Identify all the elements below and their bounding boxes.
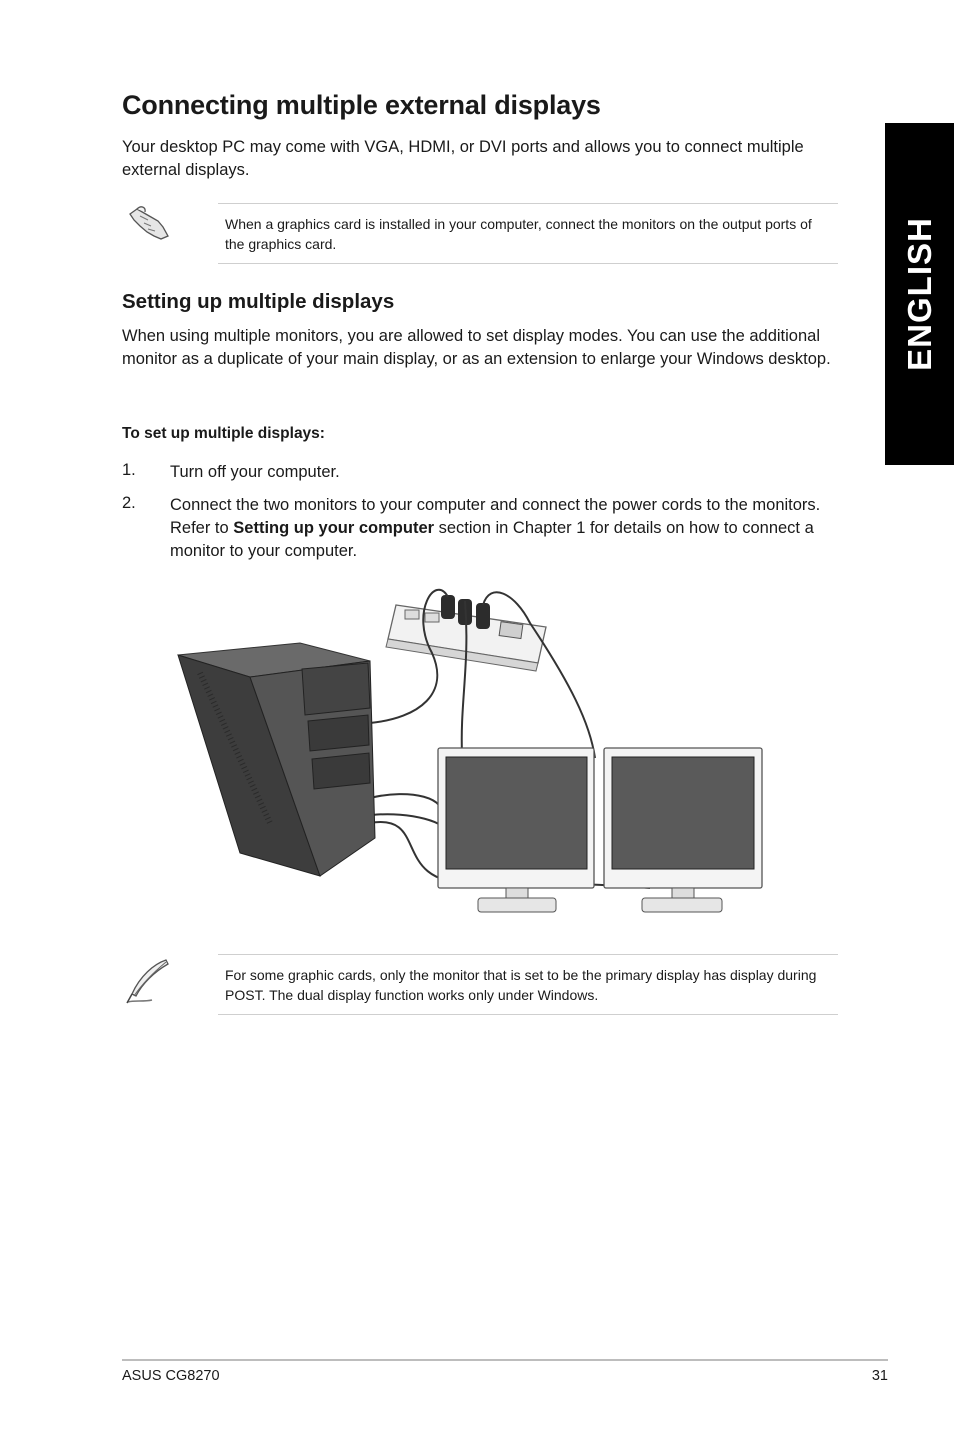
desktop-tower-illustration xyxy=(178,643,375,876)
monitor-2-illustration xyxy=(604,748,762,912)
page-number: 31 xyxy=(871,1368,888,1384)
step-2-text-part2: section in Chapter 1 for details on how to connect a monitor to your computer. xyxy=(170,519,814,560)
note-graphics-card-text: When a graphics card is installed in your computer, connect the monitors on the output ports of the graphics card. xyxy=(225,216,812,252)
page-title: Connecting multiple external displays xyxy=(122,90,601,120)
step-2-number: 2. xyxy=(122,494,136,512)
intro-paragraph: Your desktop PC may come with VGA, HDMI, or DVI ports and allows you to connect multiple external displays. xyxy=(122,138,804,179)
step-2-reference: Setting up your computer xyxy=(233,519,435,537)
monitor-1-illustration xyxy=(438,748,594,912)
step-2-text-part1: Connect the two monitors to your computer and connect the power cords to the monitors. Refer to xyxy=(170,496,821,537)
procedure-title: To set up multiple displays: xyxy=(122,425,325,442)
step-1-text: Turn off your computer. xyxy=(170,463,340,481)
note-graphics-card xyxy=(218,203,838,264)
feather-pen-icon xyxy=(124,958,172,1006)
step-1-number: 1. xyxy=(122,461,136,479)
hand-pointer-icon xyxy=(128,205,170,241)
language-side-tab-label: ENGLISH xyxy=(900,217,938,371)
language-side-tab xyxy=(885,123,954,465)
footer-rule xyxy=(122,1359,888,1361)
section-paragraph: When using multiple monitors, you are allowed to set display modes. You can use the additional monitor as a duplicate of your main display, or as an extension to enlarge your Windows desktop. xyxy=(122,327,831,368)
footer-model: ASUS CG8270 xyxy=(122,1368,220,1384)
note-dual-display xyxy=(218,954,838,1015)
dual-monitor-illustration xyxy=(170,583,770,923)
note-dual-display-text: For some graphic cards, only the monitor that is set to be the primary display has display during POST. The dual display function works only under Windows. xyxy=(225,967,817,1003)
step-2-text xyxy=(170,494,840,563)
section-title: Setting up multiple displays xyxy=(122,290,395,313)
